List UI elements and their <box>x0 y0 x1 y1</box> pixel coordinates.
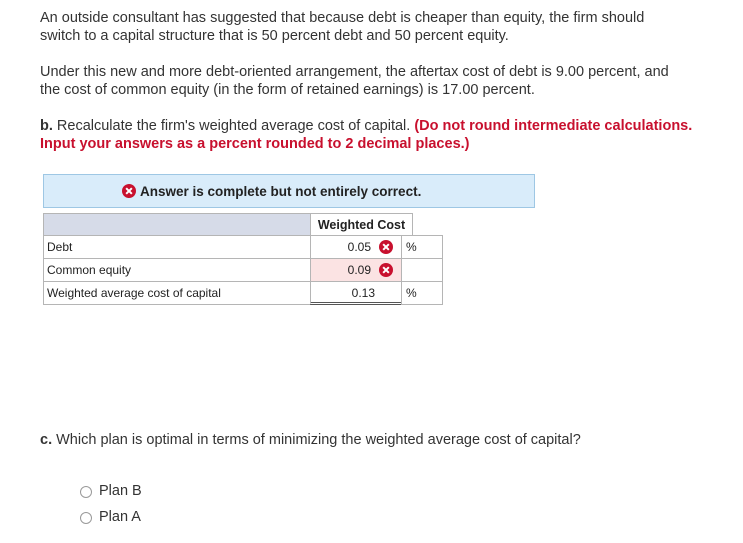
error-x-icon <box>122 184 136 198</box>
equity-value: 0.09 <box>347 263 371 277</box>
debt-value: 0.05 <box>347 240 371 254</box>
part-b-text: Recalculate the firm's weighted average cost of capital. <box>56 118 411 134</box>
details-line-1: Under this new and more debt-oriented arrangement, the aftertax cost of debt is 9.00 percent, and <box>40 64 669 80</box>
part-b-instruction-1: (Do not round intermediate calculations. <box>414 118 693 134</box>
answer-status-banner <box>43 174 535 208</box>
radio-plan-a[interactable] <box>80 512 92 524</box>
wacc-unit: % <box>401 281 443 305</box>
equity-input-cell[interactable] <box>310 258 402 282</box>
part-c-text: Which plan is optimal in terms of minimizing the weighted average cost of capital? <box>56 432 581 448</box>
equity-unit <box>401 258 443 282</box>
debt-error-icon <box>379 240 393 254</box>
row-label-debt: Debt <box>43 235 311 259</box>
radio-plan-b[interactable] <box>80 486 92 498</box>
details-line-2: the cost of common equity (in the form of retained earnings) is 17.00 percent. <box>40 82 535 98</box>
details-paragraph <box>40 63 669 99</box>
intro-line-2: switch to a capital structure that is 50 percent debt and 50 percent equity. <box>40 28 509 44</box>
wacc-value: 0.13 <box>351 286 375 300</box>
intro-line-1: An outside consultant has suggested that because debt is cheaper than equity, the firm should <box>40 10 645 26</box>
table-header-label-cell <box>43 213 311 236</box>
option-label-plan-b[interactable]: Plan B <box>99 483 142 499</box>
part-b-question <box>40 117 743 153</box>
table-header-weighted-cost: Weighted Cost <box>310 213 413 236</box>
intro-paragraph <box>40 9 644 45</box>
part-b-prefix: b. <box>40 118 53 134</box>
row-label-wacc: Weighted average cost of capital <box>43 281 311 305</box>
equity-error-icon <box>379 263 393 277</box>
part-c-question <box>40 431 581 449</box>
option-label-plan-a[interactable]: Plan A <box>99 509 141 525</box>
part-b-instruction-2: Input your answers as a percent rounded to 2 decimal places.) <box>40 136 470 152</box>
wacc-input-cell[interactable] <box>310 281 402 305</box>
debt-unit: % <box>401 235 443 259</box>
part-c-prefix: c. <box>40 432 53 448</box>
banner-text: Answer is complete but not entirely correct. <box>140 184 422 199</box>
row-label-common-equity: Common equity <box>43 258 311 282</box>
debt-input-cell[interactable] <box>310 235 402 259</box>
